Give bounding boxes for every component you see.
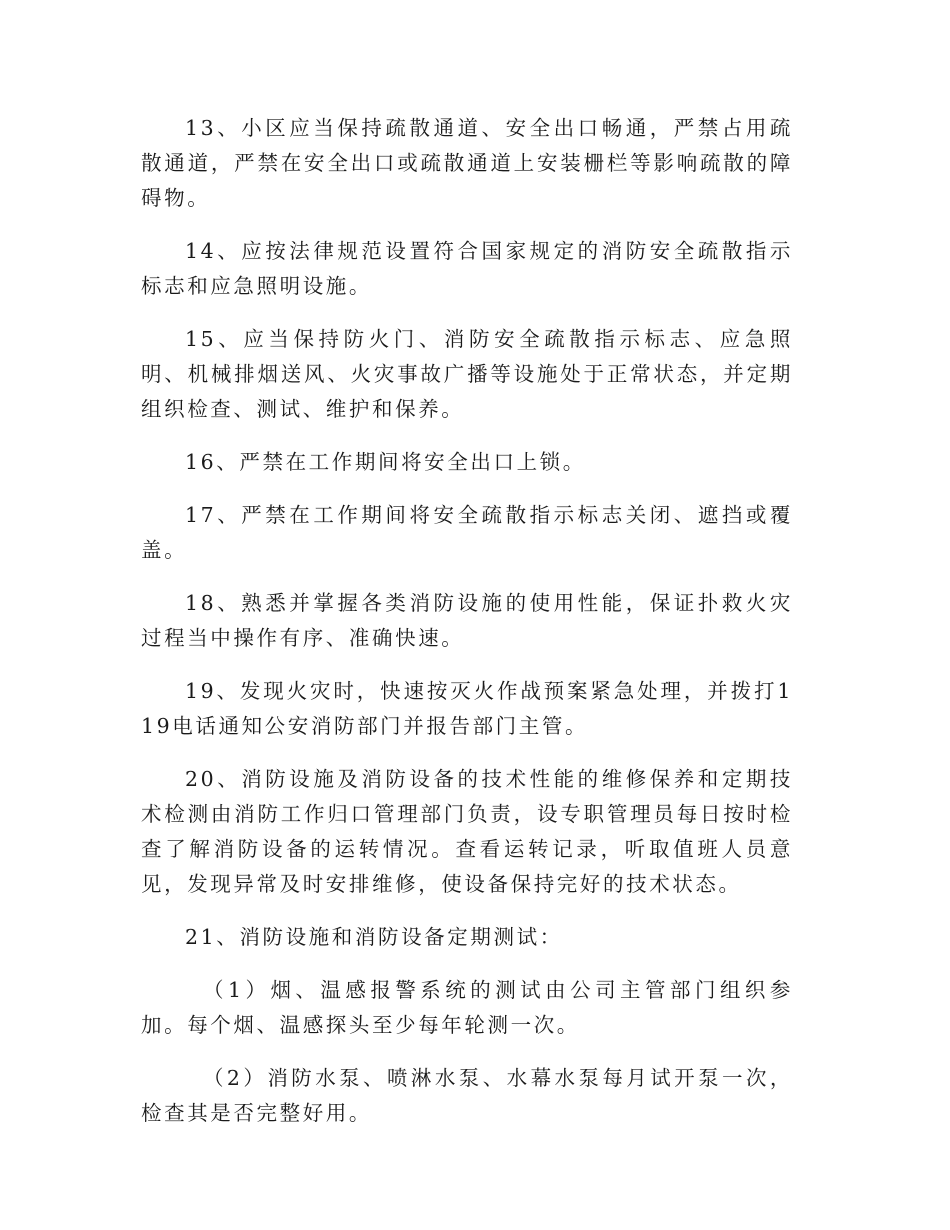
document-body <box>141 111 793 1149</box>
paragraph-18: 18、熟悉并掌握各类消防设施的使用性能，保证扑救火灾过程当中操作有序、准确快速。 <box>141 591 793 650</box>
paragraph-21: 21、消防设施和消防设备定期测试： <box>185 925 563 949</box>
paragraph-20: 20、消防设施及消防设备的技术性能的维修保养和定期技术检测由消防工作归口管理部门负责，设专职管理员每日按时检查了解消防设备的运转情况。查看运转记录，听取值班人员意见，发现异常及时安排维修，使设备保持完好的技术状态。 <box>141 767 793 896</box>
paragraph-21-item-2: （2）消防水泵、喷淋水泵、水幕水泵每月试开泵一次，检查其是否完整好用。 <box>141 1066 793 1125</box>
paragraph-21-item-1: （1）烟、温感报警系统的测试由公司主管部门组织参加。每个烟、温感探头至少每年轮测一次。 <box>141 978 793 1037</box>
paragraph-17: 17、严禁在工作期间将安全疏散指示标志关闭、遮挡或覆盖。 <box>141 503 793 562</box>
paragraph-13: 13、小区应当保持疏散通道、安全出口畅通，严禁占用疏散通道，严禁在安全出口或疏散通道上安装栅栏等影响疏散的障碍物。 <box>141 116 793 210</box>
paragraph-16: 16、严禁在工作期间将安全出口上锁。 <box>185 450 586 474</box>
paragraph-19: 19、发现火灾时，快速按灭火作战预案紧急处理，并拨打119电话通知公安消防部门并报告部门主管。 <box>141 679 793 738</box>
paragraph-14: 14、应按法律规范设置符合国家规定的消防安全疏散指示标志和应急照明设施。 <box>141 239 793 298</box>
paragraph-15: 15、应当保持防火门、消防安全疏散指示标志、应急照明、机械排烟送风、火灾事故广播等设施处于正常状态，并定期组织检查、测试、维护和保养。 <box>141 327 793 421</box>
